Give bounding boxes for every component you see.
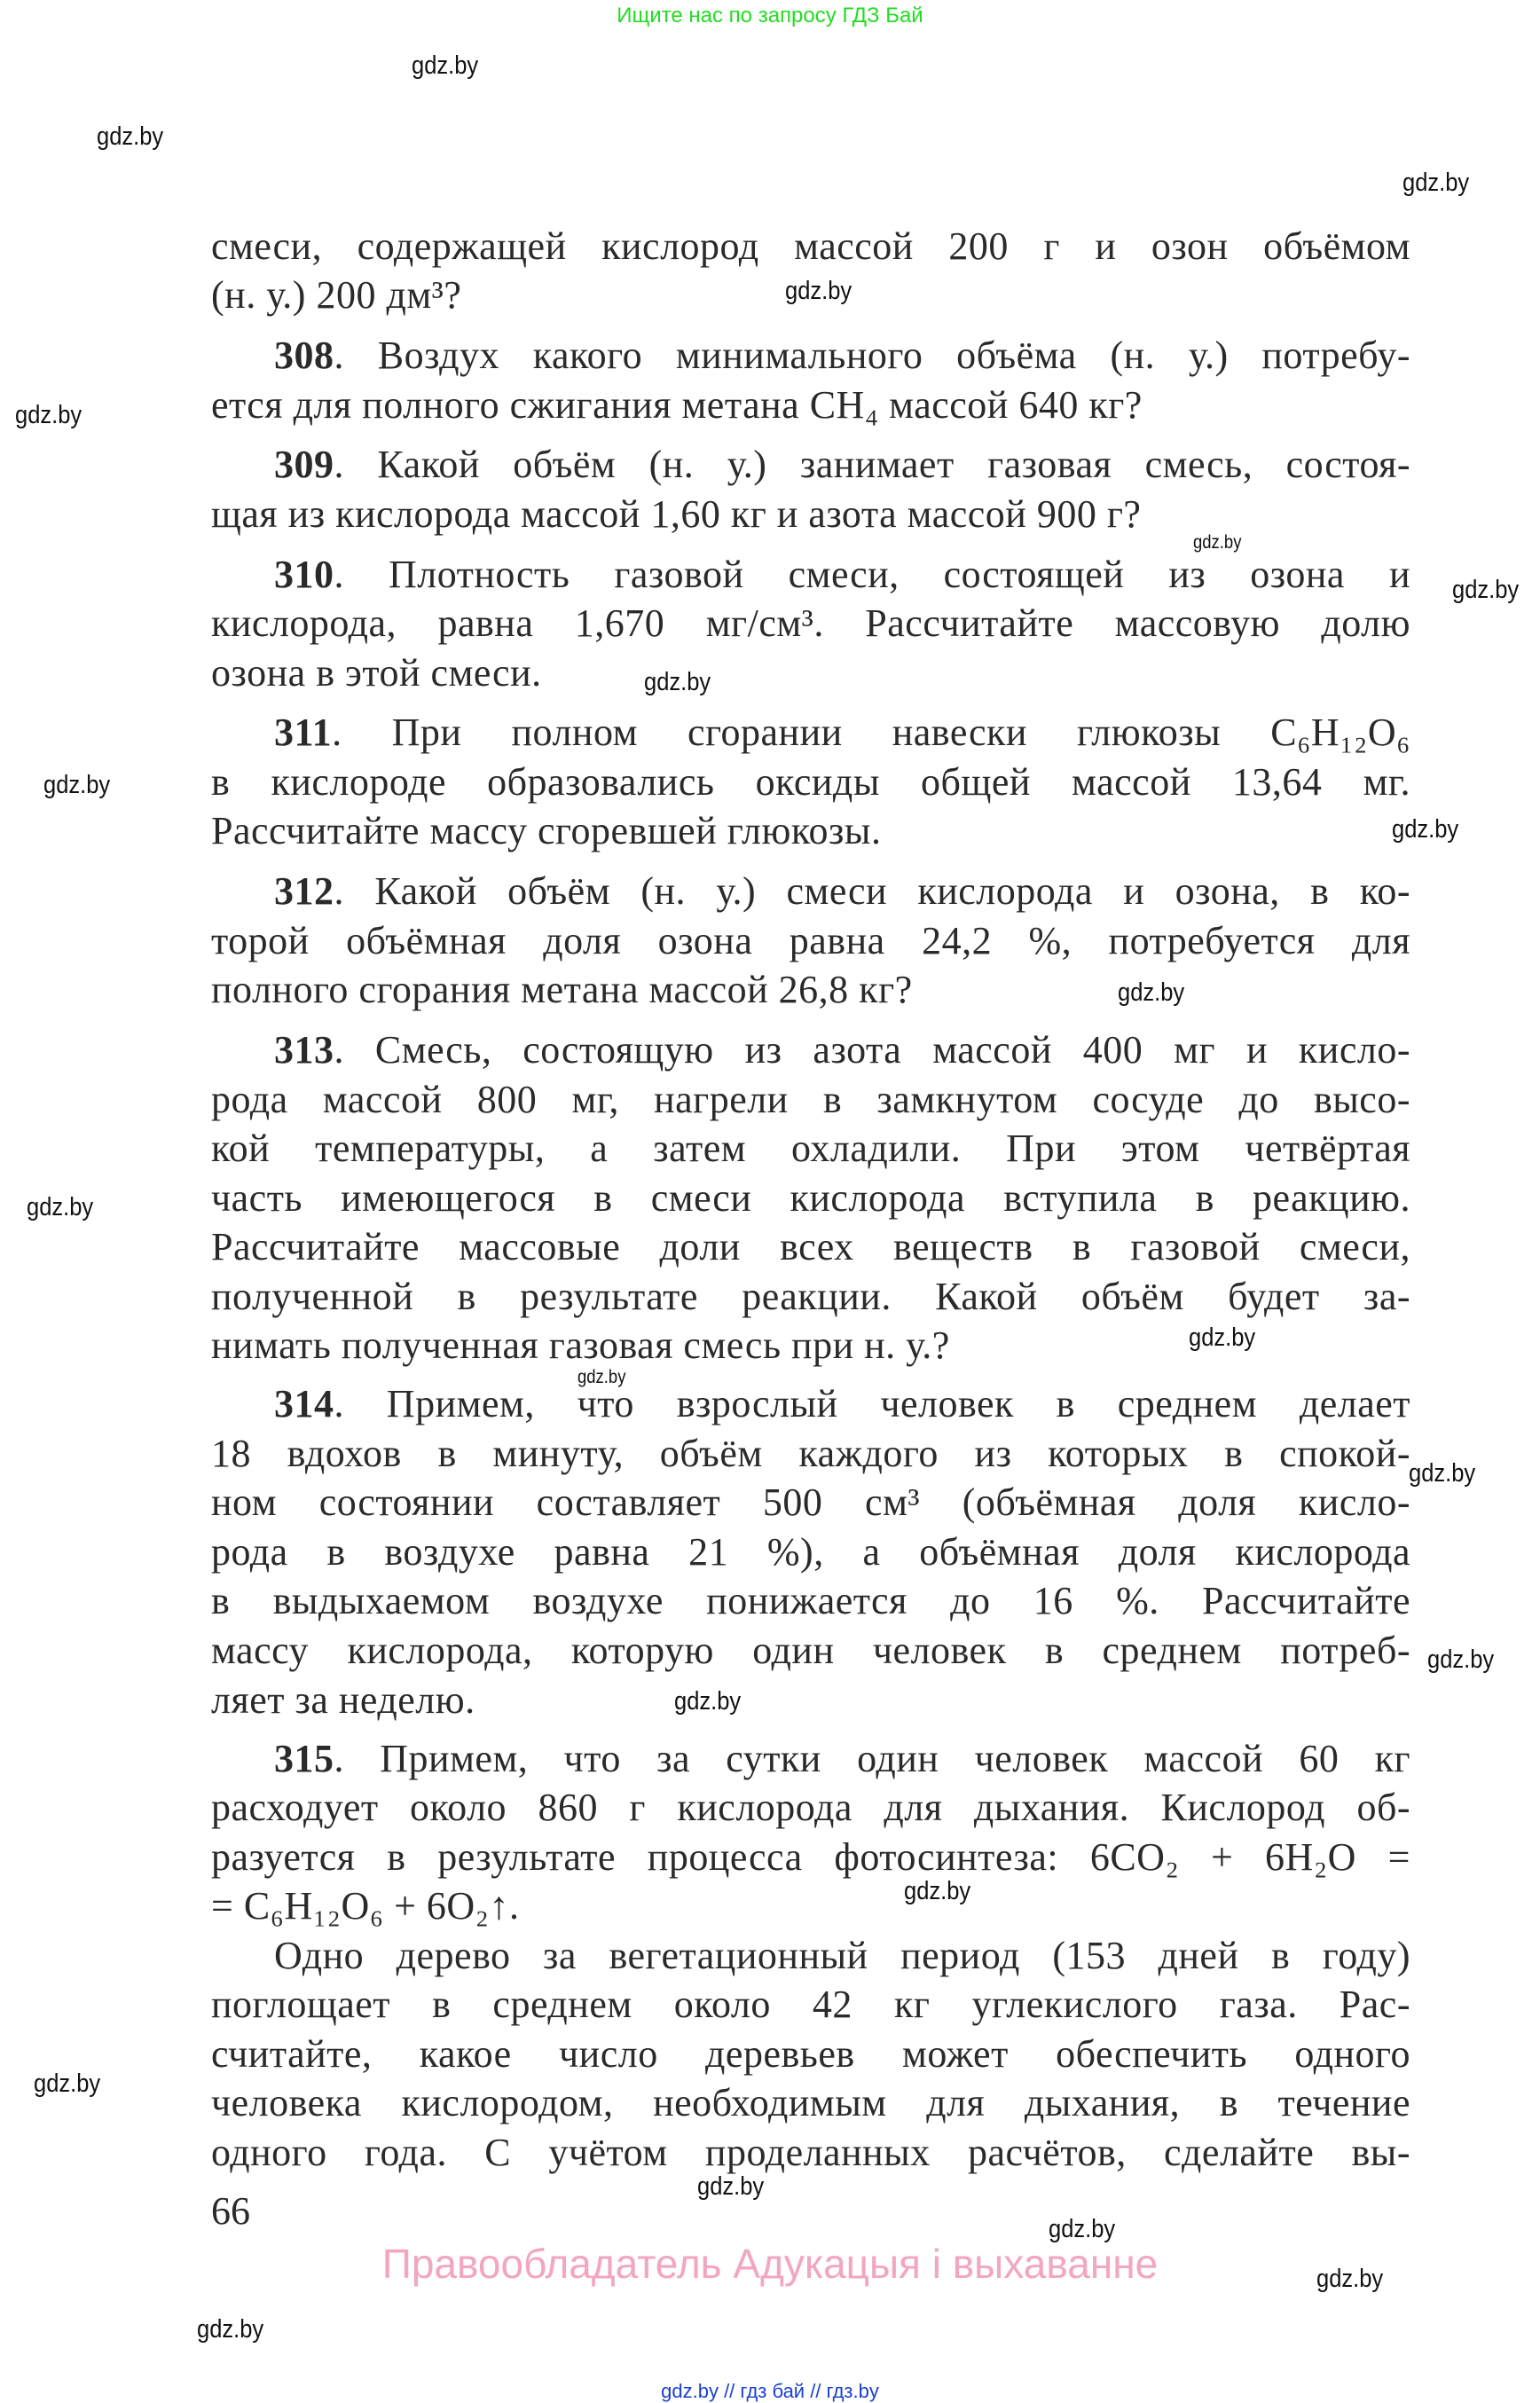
gdz-watermark: gdz.by	[1402, 169, 1470, 197]
line-text: . Какой объём (н. у.) смеси кислорода и озона, в ко-	[334, 869, 1410, 913]
gdz-watermark: gdz.by	[1189, 1323, 1256, 1352]
text-line	[211, 1628, 1410, 1674]
problem-number: 310	[274, 553, 334, 596]
text-line	[211, 1480, 1410, 1526]
text-line	[211, 650, 1410, 696]
gdz-watermark: gdz.by	[697, 2172, 765, 2201]
problem-number: 312	[274, 869, 334, 913]
page-number: 66	[211, 2189, 250, 2233]
text-line	[211, 1077, 1410, 1123]
line-text: озона в этой смеси.	[211, 651, 542, 695]
line-text: 18 вдохов в минуту, объём каждого из которых в спокой-	[211, 1432, 1410, 1475]
line-text: часть имеющегося в смеси кислорода вступила в реакцию.	[211, 1176, 1410, 1220]
line-text: кислорода, равна 1,670 мг/см³. Рассчитайте массовую долю	[211, 601, 1410, 645]
gdz-watermark: gdz.by	[197, 2315, 264, 2344]
footer-links[interactable]: gdz.by // гдз бай // гдз.by	[661, 2380, 879, 2402]
line-text: ном состоянии составляет 500 см³ (объёмная доля кисло-	[211, 1480, 1410, 1524]
problem-number: 311	[274, 711, 333, 754]
text-line	[211, 759, 1410, 805]
text-line	[211, 2130, 1410, 2176]
line-text: в выдыхаемом воздухе понижается до 16 %. Рассчитайте	[211, 1579, 1410, 1622]
line-text: человека кислородом, необходимым для дыхания, в течение	[211, 2081, 1410, 2124]
problem-314-first-line	[274, 1381, 1410, 1427]
line-text: одного года. С учётом проделанных расчётов, сделайте вы-	[211, 2131, 1410, 2174]
text-line	[211, 1785, 1410, 1831]
line-text: Рассчитайте массовые доли всех веществ в газовой смеси,	[211, 1225, 1410, 1268]
line-text: . Воздух какого минимального объёма (н. у.) потребу-	[334, 334, 1410, 377]
line-text: ется для полного сжигания метана CH₄ массой 640 кг?	[211, 383, 1143, 427]
line-text: расходует около 860 г кислорода для дыхания. Кислород об-	[211, 1786, 1410, 1829]
gdz-watermark: gdz.by	[34, 2069, 101, 2098]
line-text: щая из кислорода массой 1,60 кг и азота массой 900 г?	[211, 492, 1142, 536]
line-text: полученной в результате реакции. Какой объём будет за-	[211, 1275, 1410, 1318]
gdz-watermark: gdz.by	[27, 1193, 94, 1221]
gdz-watermark: gdz.by	[97, 122, 164, 151]
problem-312-first-line	[274, 868, 1410, 915]
problem-number: 315	[274, 1737, 334, 1780]
top-banner: Ищите нас по запросу ГДЗ Бай	[617, 4, 923, 27]
gdz-watermark: gdz.by	[1409, 1459, 1476, 1488]
text-line	[211, 1175, 1410, 1221]
problem-309-first-line	[274, 442, 1410, 488]
line-text: рода в воздухе равна 21 %), а объёмная доля кислорода	[211, 1530, 1410, 1574]
line-text: в кислороде образовались оксиды общей массой 13,64 мг.	[211, 760, 1410, 804]
problem-number: 314	[274, 1382, 334, 1425]
line-text: = C₆H₁₂O₆ + 6O₂↑.	[211, 1884, 520, 1928]
gdz-watermark: gdz.by	[1193, 532, 1242, 553]
line-text: . Какой объём (н. у.) занимает газовая смесь, состоя-	[334, 443, 1410, 486]
line-text: торой объёмная доля озона равна 24,2 %, потребуется для	[211, 919, 1410, 962]
line-text: кой температуры, а затем охладили. При этом четвёртая	[211, 1127, 1410, 1170]
line-text: смеси, содержащей кислород массой 200 г и озон объёмом	[211, 224, 1410, 268]
text-line	[211, 2080, 1410, 2126]
line-text: . Смесь, состоящую из азота массой 400 мг и кисло-	[334, 1028, 1410, 1072]
problem-311-first-line	[274, 710, 1410, 756]
line-text: . Примем, что взрослый человек в среднем делает	[334, 1382, 1410, 1425]
rights-holder-notice: Правообладатель Адукацыя і выхаванне	[381, 2241, 1159, 2287]
text-line	[211, 967, 1410, 1013]
line-text: ляет за неделю.	[211, 1678, 475, 1722]
gdz-watermark: gdz.by	[674, 1687, 742, 1716]
text-line	[211, 1578, 1410, 1624]
line-text: Одно дерево за вегетационный период (153 дней в году)	[274, 1934, 1410, 1977]
line-text: Рассчитайте массу сгоревшей глюкозы.	[211, 809, 882, 852]
gdz-watermark: gdz.by	[1392, 815, 1459, 844]
text-line	[211, 1431, 1410, 1477]
problem-313-first-line	[274, 1027, 1410, 1073]
line-text: поглощает в среднем около 42 кг углекислого газа. Рас-	[211, 1983, 1410, 2026]
line-text: считайте, какое число деревьев может обеспечить одного	[211, 2032, 1410, 2076]
line-text: . При полном сгорании навески глюкозы C₆H₁₂O₆	[332, 711, 1410, 754]
gdz-watermark: gdz.by	[644, 668, 711, 696]
text-line	[211, 1982, 1410, 2028]
problem-number: 308	[274, 334, 334, 377]
problem-315-first-line	[274, 1736, 1410, 1782]
gdz-watermark: gdz.by	[785, 277, 852, 305]
gdz-watermark: gdz.by	[43, 771, 111, 799]
text-line	[211, 918, 1410, 964]
text-line	[211, 1126, 1410, 1172]
gdz-watermark: gdz.by	[412, 51, 479, 80]
text-line	[211, 382, 1410, 428]
line-text: рода массой 800 мг, нагрели в замкнутом сосуде до высо-	[211, 1078, 1410, 1121]
problem-308-first-line	[274, 333, 1410, 379]
text-line	[211, 1529, 1410, 1575]
line-text: полного сгорания метана массой 26,8 кг?	[211, 968, 913, 1011]
line-text: нимать полученная газовая смесь при н. у.?	[211, 1323, 950, 1367]
gdz-watermark: gdz.by	[1049, 2215, 1116, 2243]
gdz-watermark: gdz.by	[1118, 978, 1185, 1007]
gdz-watermark: gdz.by	[1452, 576, 1520, 604]
text-line	[211, 1883, 1410, 1929]
gdz-watermark: gdz.by	[1316, 2265, 1384, 2293]
problem-number: 309	[274, 443, 334, 486]
gdz-watermark: gdz.by	[904, 1877, 971, 1905]
problem-310-first-line	[274, 552, 1410, 598]
text-line	[211, 1224, 1410, 1270]
line-text: разуется в результате процесса фотосинтеза: 6CO₂ + 6H₂O =	[211, 1835, 1410, 1879]
gdz-watermark: gdz.by	[578, 1367, 626, 1387]
problem-number: 313	[274, 1028, 334, 1072]
text-line	[211, 2031, 1410, 2077]
text-line	[211, 491, 1410, 538]
gdz-watermark: gdz.by	[15, 401, 82, 429]
line-text: . Плотность газовой смеси, состоящей из озона и	[334, 553, 1410, 596]
line-text: (н. у.) 200 дм³?	[211, 273, 462, 317]
text-line	[211, 1677, 1410, 1724]
text-line	[274, 1933, 1410, 1979]
text-line	[211, 224, 1410, 270]
text-line	[211, 1274, 1410, 1320]
text-line	[211, 808, 1410, 854]
text-line	[211, 1834, 1410, 1881]
gdz-watermark: gdz.by	[1427, 1645, 1495, 1674]
line-text: . Примем, что за сутки один человек массой 60 кг	[334, 1737, 1410, 1780]
text-line	[211, 601, 1410, 647]
line-text: массу кислорода, которую один человек в среднем потреб-	[211, 1629, 1410, 1672]
